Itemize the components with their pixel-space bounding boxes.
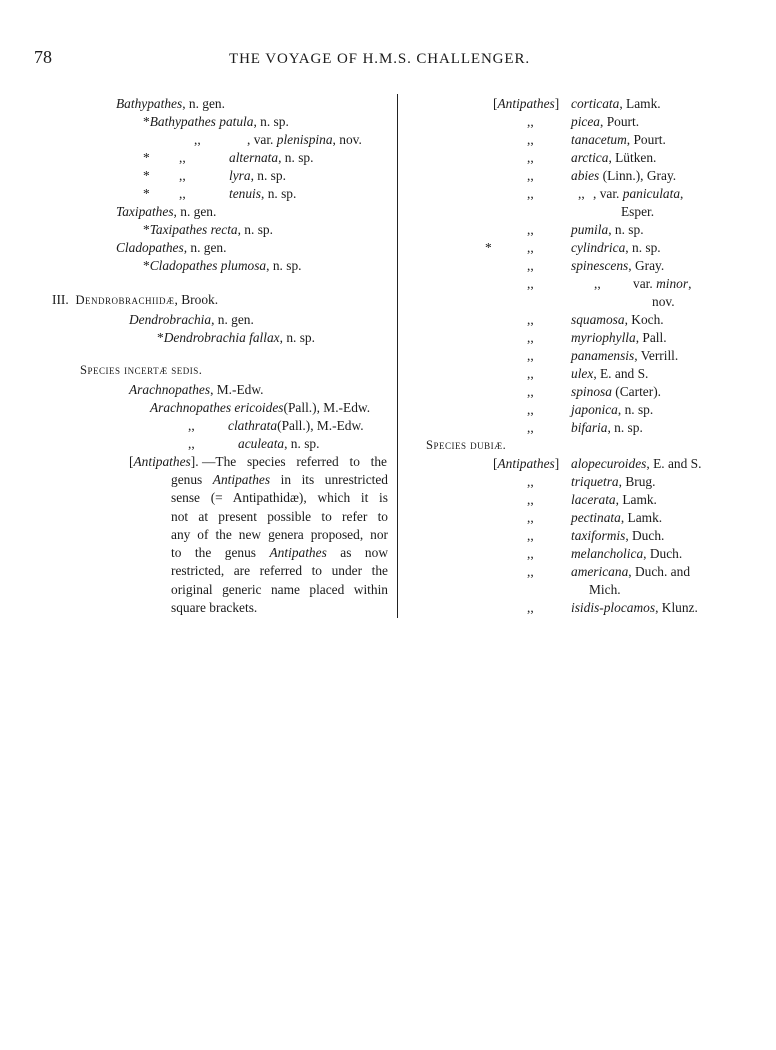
species-entry: triquetra, Brug. [571, 474, 656, 489]
species-entry: *Cladopathes plumosa, n. sp. [143, 258, 302, 273]
authority-continuation: Mich. [589, 582, 621, 597]
ditto-mark: ,, [527, 330, 534, 345]
species-entry: melancholica, Duch. [571, 546, 683, 561]
genus-entry: Taxipathes, n. gen. [116, 204, 217, 219]
ditto-mark: ,, [527, 528, 534, 543]
ditto-mark: ,, [594, 276, 601, 291]
ditto-mark: ,, [578, 186, 585, 201]
species-entry: bifaria, n. sp. [571, 420, 643, 435]
species-entry: abies (Linn.), Gray. [571, 168, 677, 183]
ditto-mark: ,, [527, 312, 534, 327]
genus-bracket: [Antipathes] [493, 456, 560, 471]
section-heading-incertae: Species incertæ sedis. [80, 363, 203, 377]
genus-entry: Bathypathes, n. gen. [116, 96, 225, 111]
star-mark: * [143, 168, 150, 183]
ditto-mark: ,, [527, 150, 534, 165]
genus-bracket: [Antipathes] [493, 96, 560, 111]
family-heading: III. Dendrobrachiidæ, Brook. [52, 292, 219, 307]
variety-entry: , var. plenispina, nov. [247, 132, 362, 147]
ditto-mark: ,, [527, 186, 534, 201]
note-genus-bracket: [Antipathes]. [129, 454, 199, 469]
column-divider [397, 94, 398, 618]
section-heading-dubiae: Species dubiæ. [426, 438, 507, 452]
ditto-mark: ,, [194, 132, 201, 147]
species-entry: picea, Pourt. [571, 114, 640, 129]
species-entry: *Dendrobrachia fallax, n. sp. [157, 330, 315, 345]
ditto-mark: ,, [527, 600, 534, 615]
species-entry: lacerata, Lamk. [571, 492, 657, 507]
species-entry: spinosa (Carter). [571, 384, 662, 399]
star-mark: * [143, 186, 150, 201]
species-entry: arctica, Lütken. [571, 150, 657, 165]
species-entry: myriophylla, Pall. [571, 330, 667, 345]
species-entry: aculeata, n. sp. [238, 436, 320, 451]
ditto-mark: ,, [527, 258, 534, 273]
authority-continuation: nov. [652, 294, 675, 309]
ditto-mark: ,, [527, 510, 534, 525]
ditto-mark: ,, [527, 168, 534, 183]
species-entry: panamensis, Verrill. [571, 348, 679, 363]
species-entry: alternata, n. sp. [229, 150, 314, 165]
ditto-mark: ,, [527, 402, 534, 417]
species-entry: japonica, n. sp. [571, 402, 654, 417]
species-entry: *Bathypathes patula, n. sp. [143, 114, 289, 129]
running-title: THE VOYAGE OF H.M.S. CHALLENGER. [229, 51, 531, 67]
species-entry: pumila, n. sp. [571, 222, 644, 237]
note-paragraph: genus Antipathes in its unrestricted sense (= Antipathidæ), which it is not at present possible to refer to any of the new genera proposed, nor to the genus Antipathes as now restricted, are referred to under the original generic name placed within square brackets. [171, 472, 388, 616]
species-entry: pectinata, Lamk. [571, 510, 663, 525]
species-entry: ulex, E. and S. [571, 366, 649, 381]
variety-entry: , var. paniculata, [593, 186, 684, 201]
ditto-mark: ,, [527, 384, 534, 399]
species-entry: spinescens, Gray. [571, 258, 665, 273]
species-entry: tenuis, n. sp. [229, 186, 297, 201]
species-entry: americana, Duch. and [571, 564, 691, 579]
species-entry: Arachnopathes ericoides(Pall.), M.-Edw. [150, 400, 371, 415]
ditto-mark: ,, [179, 168, 186, 183]
ditto-mark: ,, [188, 436, 195, 451]
ditto-mark: ,, [188, 418, 195, 433]
species-entry: clathrata(Pall.), M.-Edw. [228, 418, 364, 433]
ditto-mark: ,, [527, 240, 534, 255]
species-entry: lyra, n. sp. [229, 168, 286, 183]
ditto-mark: ,, [527, 348, 534, 363]
ditto-mark: ,, [527, 492, 534, 507]
ditto-mark: ,, [527, 474, 534, 489]
species-entry: alopecuroides, E. and S. [571, 456, 702, 471]
ditto-mark: ,, [527, 222, 534, 237]
genus-entry: Dendrobrachia, n. gen. [129, 312, 254, 327]
ditto-mark: ,, [527, 114, 534, 129]
species-entry: squamosa, Koch. [571, 312, 664, 327]
species-entry: corticata, Lamk. [571, 96, 661, 111]
ditto-mark: ,, [527, 420, 534, 435]
species-entry: isidis-plocamos, Klunz. [571, 600, 698, 615]
ditto-mark: ,, [527, 276, 534, 291]
ditto-mark: ,, [179, 186, 186, 201]
species-entry: *Taxipathes recta, n. sp. [143, 222, 273, 237]
species-entry: taxiformis, Duch. [571, 528, 665, 543]
variety-entry: var. minor, [633, 276, 692, 291]
star-mark: * [485, 240, 492, 255]
authority-continuation: Esper. [621, 204, 655, 219]
species-entry: cylindrica, n. sp. [571, 240, 661, 255]
species-entry: tanacetum, Pourt. [571, 132, 666, 147]
ditto-mark: ,, [527, 546, 534, 561]
page-number: 78 [34, 47, 52, 67]
star-mark: * [143, 150, 150, 165]
genus-entry: Arachnopathes, M.-Edw. [129, 382, 264, 397]
ditto-mark: ,, [527, 366, 534, 381]
ditto-mark: ,, [179, 150, 186, 165]
ditto-mark: ,, [527, 564, 534, 579]
ditto-mark: ,, [527, 132, 534, 147]
genus-entry: Cladopathes, n. gen. [116, 240, 227, 255]
note-line: —The species referred to the [202, 454, 387, 469]
